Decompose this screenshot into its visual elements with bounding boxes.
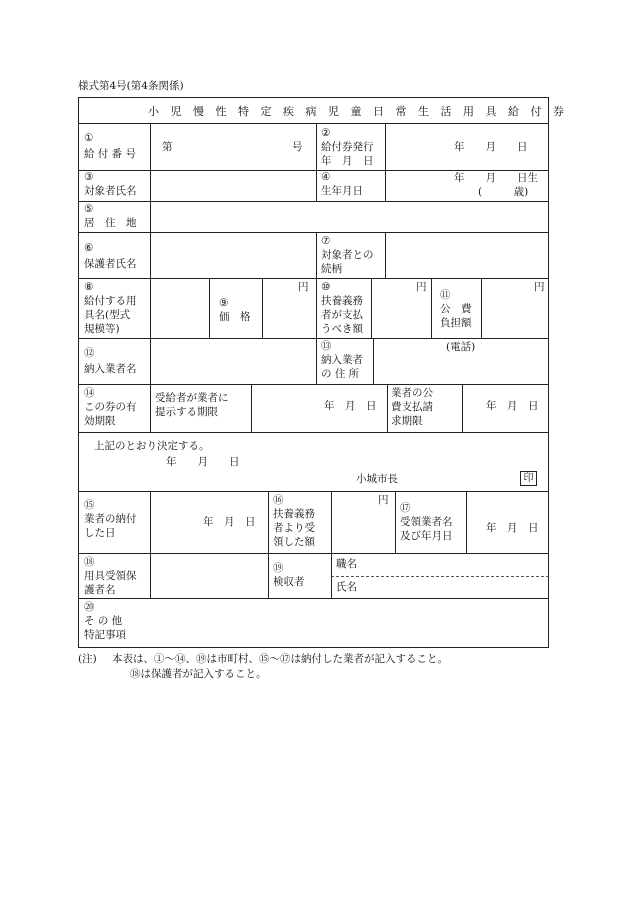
field-number: ⑨ xyxy=(219,297,229,309)
field-label: 及び年月日 xyxy=(400,530,453,542)
row-divider xyxy=(78,123,549,124)
col-divider xyxy=(431,278,432,338)
row-divider xyxy=(78,338,549,339)
row-divider xyxy=(78,491,549,492)
field-label: 効期限 xyxy=(84,415,116,427)
claim-date-field[interactable]: 年 月 日 xyxy=(486,400,539,412)
field-number: ① xyxy=(84,132,94,144)
row-divider xyxy=(78,201,549,202)
field-label: 特記事項 xyxy=(84,629,126,641)
field-label: 公 費 xyxy=(440,303,472,315)
field-label: 提示する期限 xyxy=(155,406,218,418)
field-label: 受給者が業者に xyxy=(155,392,229,404)
decision-text: 上記のとおり決定する。 xyxy=(94,440,210,452)
field-label: 扶養義務 xyxy=(321,295,363,307)
field-label: 給付する用 xyxy=(84,295,137,307)
field-number: ③ xyxy=(84,171,94,183)
field-label: 扶養義務 xyxy=(273,508,315,520)
field-number: ⑧ xyxy=(84,281,94,293)
field-number: ⑲ xyxy=(273,562,284,574)
col-divider xyxy=(481,278,482,338)
row-divider xyxy=(78,384,549,385)
col-divider xyxy=(395,491,396,553)
field-label: 給付券発行 xyxy=(321,141,374,153)
col-divider xyxy=(268,491,269,598)
col-divider xyxy=(316,123,317,201)
col-divider xyxy=(331,491,332,598)
row-divider xyxy=(78,232,549,233)
yen-unit: 円 xyxy=(534,281,545,293)
field-number: ⑯ xyxy=(273,494,284,506)
delivery-date-field[interactable]: 年 月 日 xyxy=(203,516,256,528)
col-divider xyxy=(462,384,463,432)
field-number: ⑱ xyxy=(84,556,95,568)
col-divider xyxy=(209,278,210,338)
expiry-date-field[interactable]: 年 月 日 xyxy=(324,400,377,412)
field-label: 求期限 xyxy=(391,415,423,427)
decision-date[interactable]: 年 月 日 xyxy=(166,456,240,468)
field-label: 価 格 xyxy=(219,311,251,323)
field-number: ⑥ xyxy=(84,242,94,254)
yen-unit: 円 xyxy=(378,494,389,506)
yen-unit: 円 xyxy=(298,281,309,293)
seal-icon: 印 xyxy=(520,471,537,486)
field-number: ② xyxy=(321,127,331,139)
field-label: 居 住 地 xyxy=(84,217,137,229)
notes-line-2: ⑱は保護者が記入すること。 xyxy=(130,668,267,680)
field-label: 業者の公 xyxy=(391,387,433,399)
field-number: ⑬ xyxy=(321,340,332,352)
field-number: ⑩ xyxy=(321,281,331,293)
field-number: ⑫ xyxy=(84,347,95,359)
field-label: 業者の納付 xyxy=(84,513,137,525)
grant-number-prefix: 第 xyxy=(162,141,173,153)
notes-label: (注) xyxy=(78,653,97,665)
field-label: 年 月 日 xyxy=(321,155,374,167)
field-label: 納入業者 xyxy=(321,354,363,366)
field-label: 検収者 xyxy=(273,576,305,588)
field-label: の 住 所 xyxy=(321,368,360,380)
field-label: 対象者氏名 xyxy=(84,185,137,197)
field-label: 納入業者名 xyxy=(84,363,137,375)
col-divider xyxy=(371,278,372,338)
row-divider xyxy=(78,598,549,599)
row-divider xyxy=(78,170,549,171)
col-divider xyxy=(373,338,374,384)
field-label: 費支払請 xyxy=(391,401,433,413)
birth-date-field[interactable]: 年 月 日生 xyxy=(454,172,538,184)
field-label: うべき額 xyxy=(321,323,363,335)
col-divider xyxy=(385,123,386,201)
post-label: 職名 xyxy=(336,558,357,570)
field-number: ⑮ xyxy=(84,499,95,511)
col-divider xyxy=(251,384,252,432)
field-number: ⑤ xyxy=(84,203,94,215)
field-label: 者より受 xyxy=(273,522,315,534)
field-label: 具名(型式 xyxy=(84,309,131,321)
form-header: 様式第4号(第4条関係) xyxy=(78,80,184,92)
dashed-divider xyxy=(331,576,549,577)
field-label: 続柄 xyxy=(321,263,342,275)
row-divider xyxy=(78,432,549,433)
row-divider xyxy=(78,553,549,554)
field-number: ⑭ xyxy=(84,387,95,399)
field-number: ⑪ xyxy=(440,289,451,301)
field-label: この券の有 xyxy=(84,401,137,413)
col-divider xyxy=(150,491,151,598)
receipt-date-field[interactable]: 年 月 日 xyxy=(486,522,539,534)
field-label: 用具受領保 xyxy=(84,570,137,582)
field-label: 受領業者名 xyxy=(400,516,453,528)
form-title: 小 児 慢 性 特 定 疾 病 児 童 日 常 生 活 用 具 給 付 券 xyxy=(148,105,568,118)
field-number: ⑰ xyxy=(400,502,411,514)
phone-label: (電話) xyxy=(446,341,476,353)
field-label: 生年月日 xyxy=(321,185,363,197)
row-divider xyxy=(78,278,549,279)
col-divider xyxy=(262,278,263,338)
field-number: ⑦ xyxy=(321,235,331,247)
field-label: 保護者氏名 xyxy=(84,258,137,270)
field-label: 負担額 xyxy=(440,317,472,329)
yen-unit: 円 xyxy=(416,281,427,293)
field-label: 対象者との xyxy=(321,249,374,261)
field-label: そ の 他 xyxy=(84,615,123,627)
mayor-title: 小城市長 xyxy=(356,473,398,485)
grant-number-suffix: 号 xyxy=(292,141,303,153)
field-number: ④ xyxy=(321,171,331,183)
field-label: 給 付 番 号 xyxy=(84,148,137,160)
name-label: 氏名 xyxy=(336,581,357,593)
field-label: した日 xyxy=(84,527,116,539)
field-label: 領した額 xyxy=(273,536,315,548)
col-divider xyxy=(150,201,151,432)
issue-date-field[interactable]: 年 月 日 xyxy=(454,141,528,153)
field-label: 護者名 xyxy=(84,584,116,596)
col-divider xyxy=(387,384,388,432)
field-label: 規模等) xyxy=(84,323,120,335)
col-divider xyxy=(466,491,467,553)
field-number: ⑳ xyxy=(84,601,95,613)
col-divider xyxy=(150,123,151,201)
col-divider xyxy=(316,232,317,384)
age-field[interactable]: ( 歳) xyxy=(478,186,529,198)
field-label: 者が支払 xyxy=(321,309,363,321)
notes-line-1: 本表は、①～⑭、⑲は市町村、⑮～⑰は納付した業者が記入すること。 xyxy=(112,653,448,665)
col-divider xyxy=(385,232,386,278)
